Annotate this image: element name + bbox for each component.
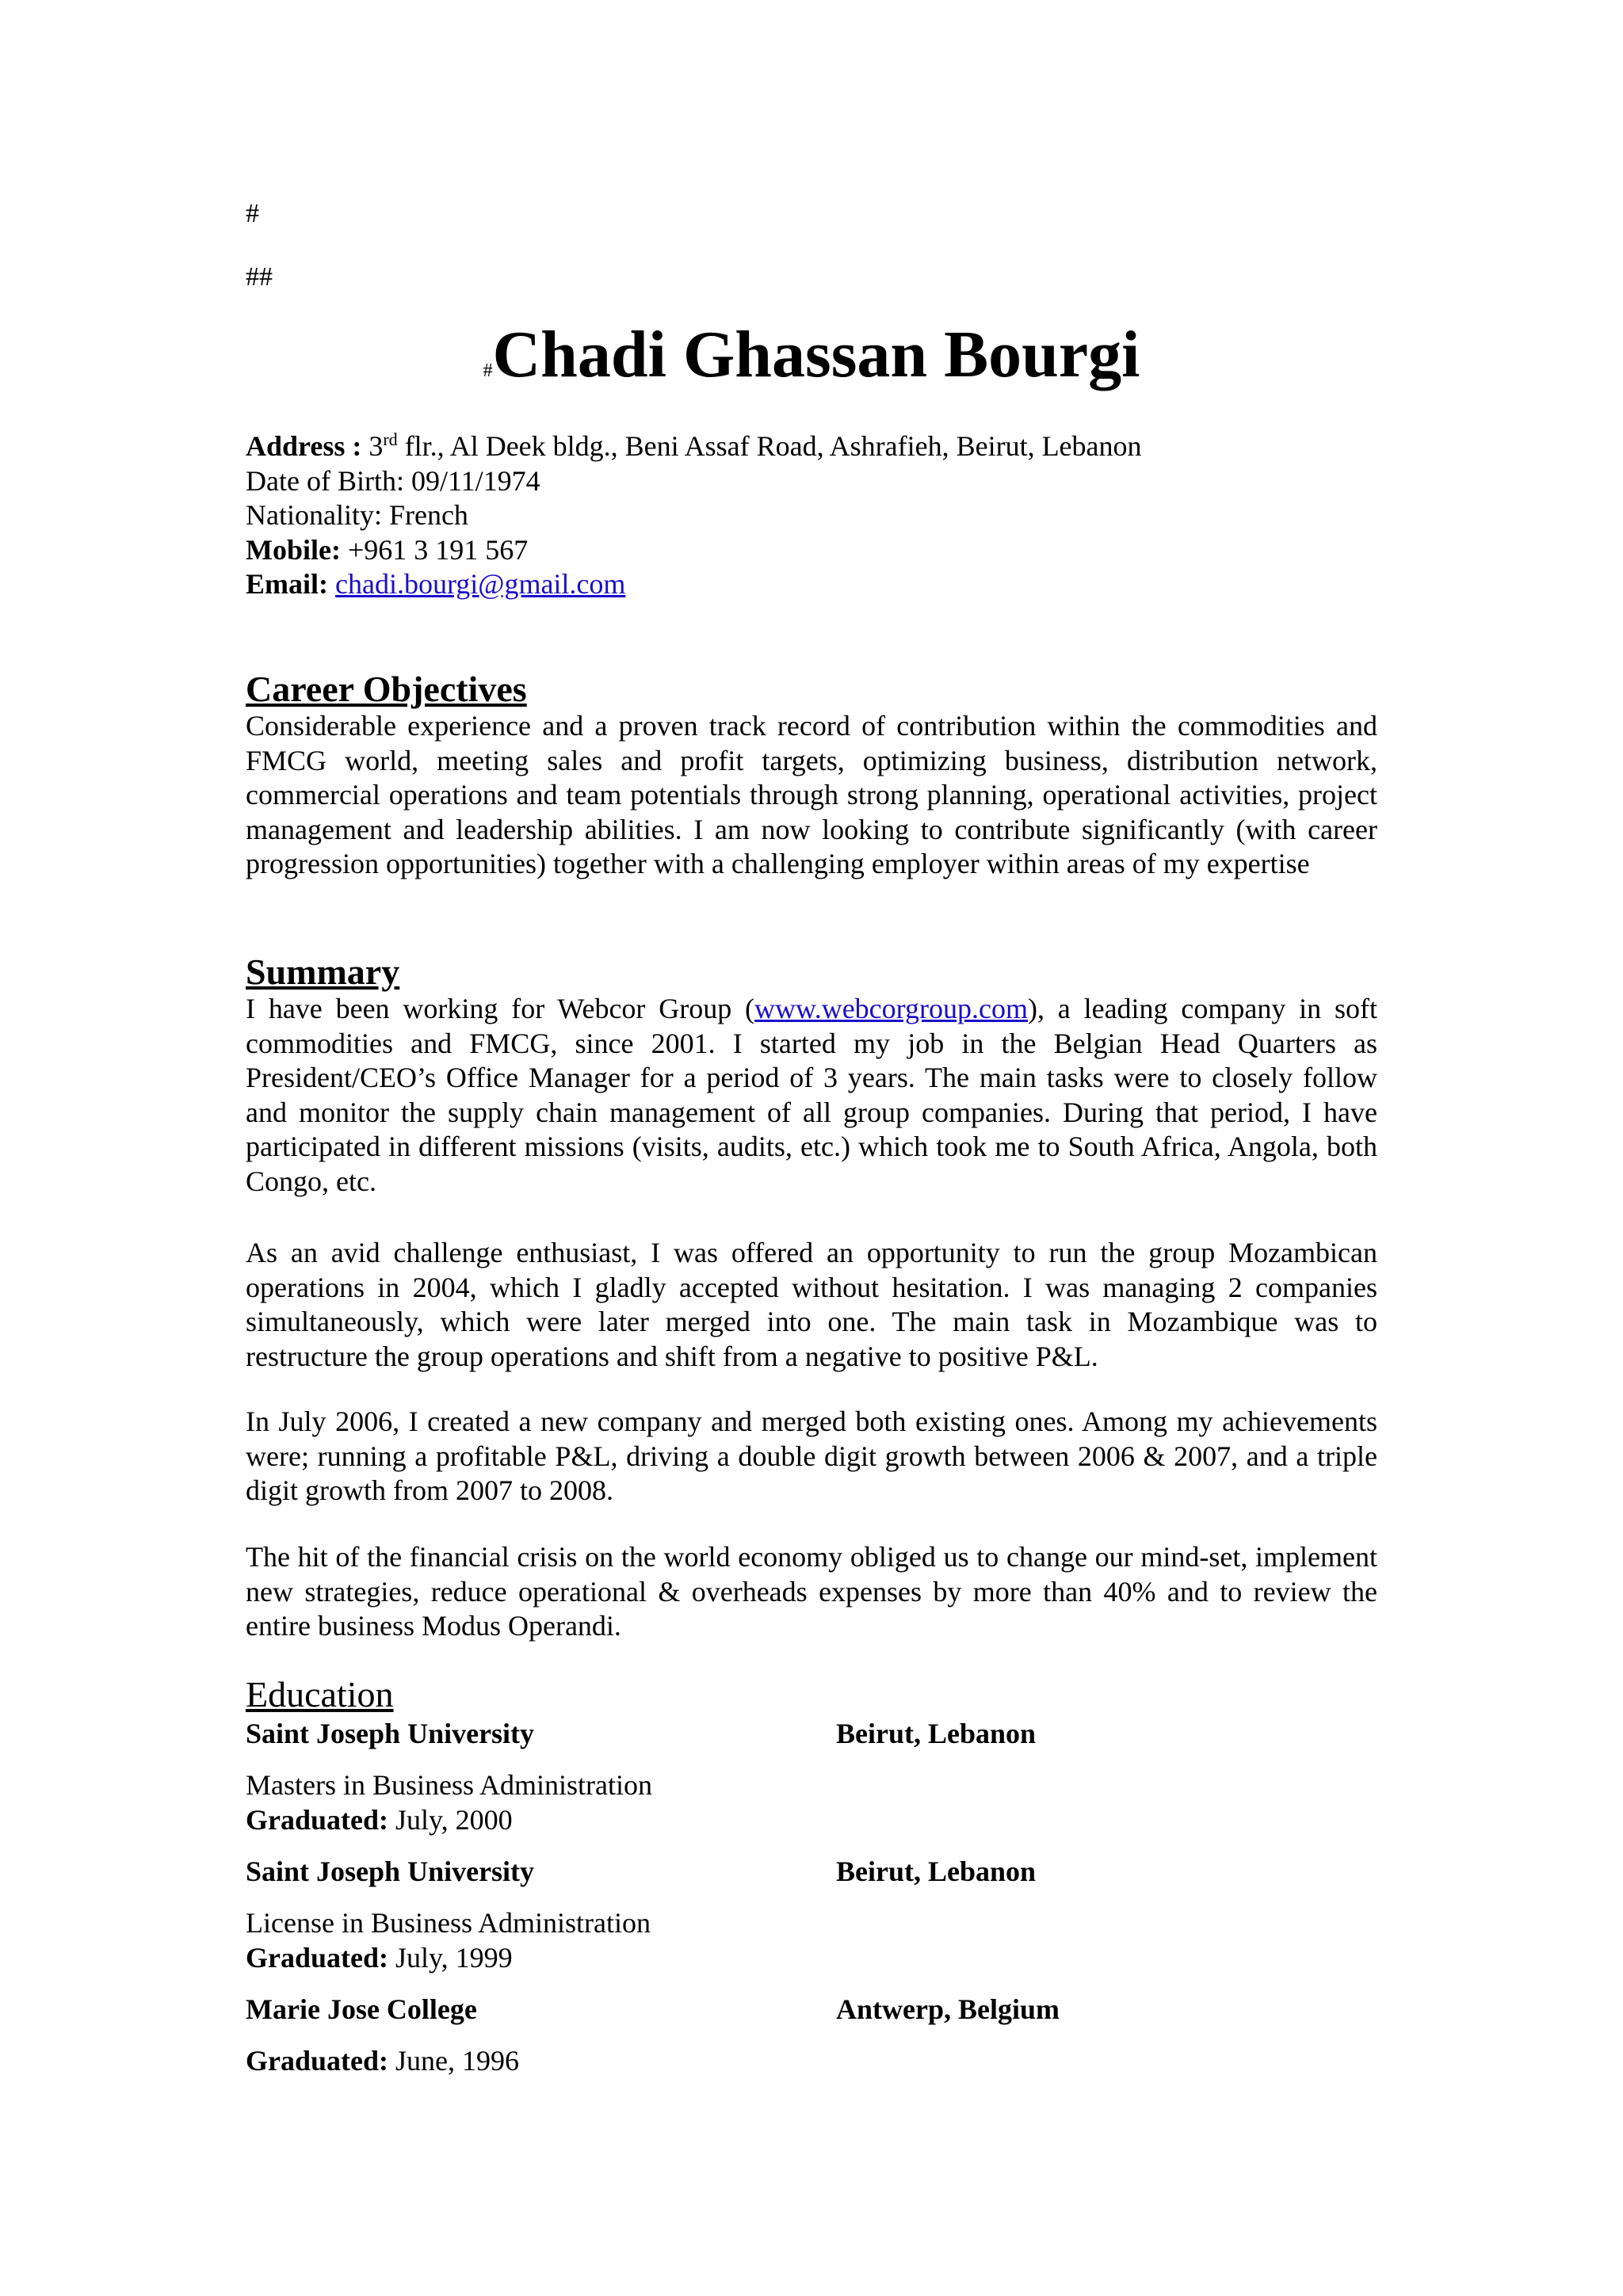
mobile-value: +961 3 191 567 — [347, 533, 529, 566]
summary-paragraph-3: In July 2006, I created a new company and merged both existing ones. Among my achievements were; running a profitable P&L, driving a double digit growth between 2006 & 2007, and a triple digit growth from 2007 to 2008. — [246, 1405, 1377, 1506]
address-value: flr., Al Deek bldg., Beni Assaf Road, Ashrafieh, Beirut, Lebanon — [404, 430, 1142, 462]
email-label: Email: — [246, 568, 328, 600]
summary-paragraph-3-block — [246, 1405, 1377, 1508]
graduated-date: July, 1999 — [395, 1941, 513, 1974]
graduated-date: June, 1996 — [395, 2045, 519, 2077]
candidate-name: Chadi Ghassan Bourgi — [492, 318, 1140, 391]
summary-p1-before: I have been working for Webcor Group ( — [246, 993, 755, 1024]
webcor-link[interactable]: www.webcorgroup.com — [754, 993, 1028, 1024]
degree: License in Business Administration — [246, 1907, 651, 1939]
school-name: Saint Joseph University — [246, 1855, 535, 1887]
school-location: Antwerp, Belgium — [836, 1993, 1060, 2025]
summary-p1-after: ), a leading company in soft commodities and FMCG, since 2001. I started my job in the Belgian Head Quarters as President/CEO’s Office Manager for a period of 3 years. The main tasks were to closely follow and monitor the supply chain management of all group companies. During that period, I have participated in different missions (visits, audits, etc.) which took me to South Africa, Angola, both Congo, etc. — [246, 993, 1378, 1197]
graduated-line — [246, 1941, 1377, 1976]
education-entry-header — [246, 1993, 1377, 2027]
graduated-line — [246, 1803, 1377, 1838]
address-number: 3 — [369, 430, 384, 462]
graduated-label: Graduated: — [246, 1941, 388, 1974]
education-entry-2-details — [246, 1906, 1377, 1975]
education-entry-1 — [246, 1717, 1377, 1752]
page-title — [0, 315, 1623, 410]
contact-block — [246, 429, 1377, 602]
email-line — [246, 567, 1377, 602]
graduated-date: July, 2000 — [395, 1803, 513, 1836]
summary-paragraph-2: As an avid challenge enthusiast, I was offered an opportunity to run the group Mozambican operations in 2004, which I gladly accepted without hesitation. I was managing 2 companies simultaneously, which were later merged into one. The main task in Mozambique was to restructure the group operations and shift from a negative to positive P&L. — [246, 1237, 1377, 1372]
hash-marker: # — [246, 199, 259, 228]
address-ordinal: rd — [383, 429, 398, 449]
career-objectives-section — [246, 669, 1377, 882]
summary-paragraph-2-block — [246, 1236, 1377, 1374]
education-entry-1-details — [246, 1768, 1377, 1837]
graduated-line — [246, 2044, 1377, 2079]
school-location: Beirut, Lebanon — [836, 1855, 1037, 1887]
title-hash-prefix: # — [483, 360, 493, 381]
email-link[interactable]: chadi.bourgi@gmail.com — [335, 568, 626, 600]
double-hash-marker: ## — [246, 262, 273, 292]
address-label: Address : — [246, 430, 362, 462]
school-name: Saint Joseph University — [246, 1718, 535, 1749]
mobile-line — [246, 533, 1377, 568]
date-of-birth: Date of Birth: 09/11/1974 — [246, 464, 540, 497]
school-name: Marie Jose College — [246, 1993, 477, 2025]
education-heading: Education — [246, 1674, 394, 1714]
education-entry-header — [246, 1855, 1377, 1890]
mobile-label: Mobile: — [246, 533, 341, 566]
career-objectives-heading: Career Objectives — [246, 669, 527, 709]
education-entry-2 — [246, 1855, 1377, 1890]
school-location: Beirut, Lebanon — [836, 1718, 1037, 1749]
degree: Masters in Business Administration — [246, 1769, 652, 1801]
summary-section — [246, 952, 1377, 1199]
summary-paragraph-1 — [246, 992, 1377, 1199]
graduated-label: Graduated: — [246, 1803, 388, 1836]
career-objectives-text: Considerable experience and a proven track record of contribution within the commodities and FMCG world, meeting sales and profit targets, optimizing business, distribution network, commercial operations and team potentials through strong planning, operational activities, project management and leadership abilities. I am now looking to contribute significantly (with career progression opportunities) together with a challenging employer within areas of my expertise — [246, 710, 1377, 879]
education-entry-3-details — [246, 2044, 1377, 2079]
education-entry-header — [246, 1717, 1377, 1752]
education-entry-3 — [246, 1993, 1377, 2027]
address-line — [246, 429, 1377, 464]
summary-paragraph-4: The hit of the financial crisis on the world economy obliged us to change our mind-set, implement new strategies, reduce operational & overheads expenses by more than 40% and to review the entire business Modus Operandi. — [246, 1541, 1377, 1642]
nationality: Nationality: French — [246, 499, 468, 531]
education-heading-block — [246, 1675, 1377, 1714]
summary-paragraph-4-block — [246, 1540, 1377, 1644]
graduated-label: Graduated: — [246, 2045, 388, 2077]
summary-heading: Summary — [246, 952, 400, 992]
